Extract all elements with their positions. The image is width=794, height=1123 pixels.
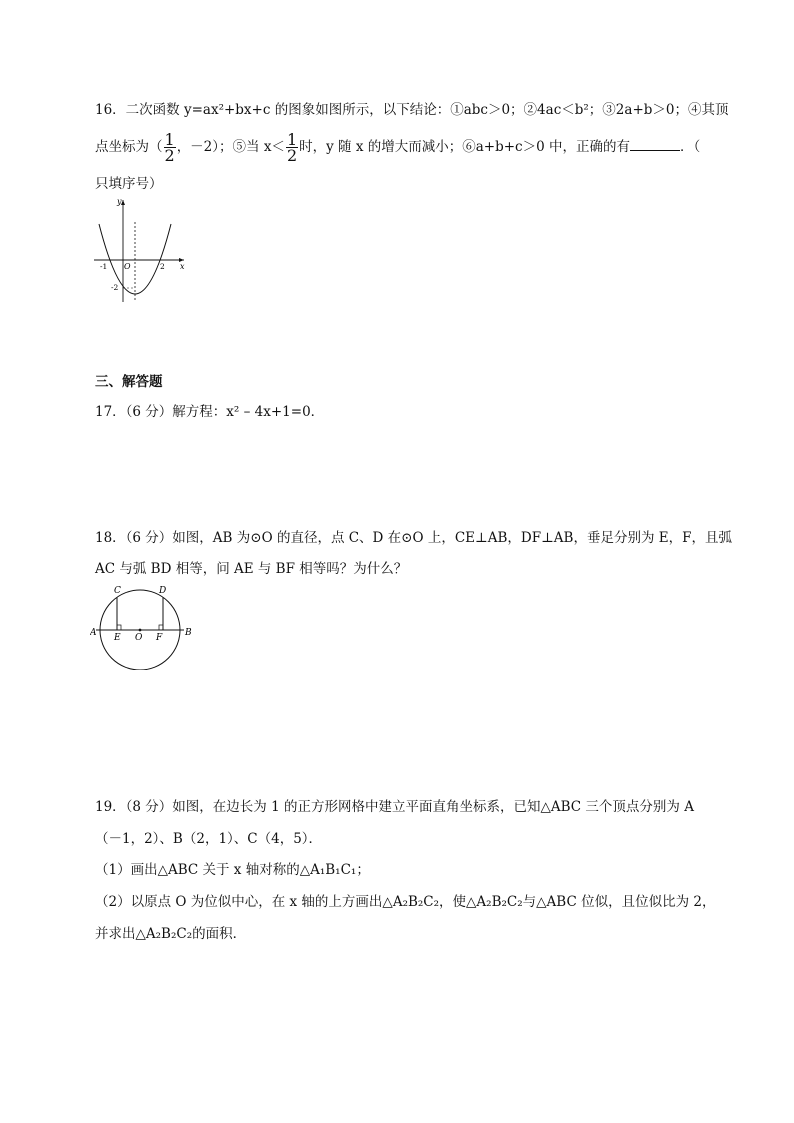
x-axis-label: x — [180, 262, 185, 271]
y-axis-arrow — [121, 200, 125, 205]
label-c: C — [114, 586, 121, 596]
right-angle-f — [159, 625, 163, 630]
origin-label: O — [124, 262, 131, 271]
label-neg1: -1 — [100, 262, 108, 271]
q16-line-3: 只填序号） — [95, 176, 163, 192]
fraction-denominator: 2 — [286, 146, 298, 165]
q16-line-2-c: 时，y 随 x 的增大而减小；⑥a+b+c＞0 中，正确的有 — [299, 139, 630, 155]
circle-figure — [90, 580, 192, 670]
label-d: D — [159, 586, 167, 596]
y-axis-label: y — [117, 197, 122, 206]
label-2: 2 — [160, 262, 165, 271]
fraction-denominator: 2 — [164, 146, 175, 165]
label-e: E — [114, 633, 121, 643]
label-f: F — [156, 633, 163, 643]
q19-line-2: （－1，2）、B（2，1）、C（4，5）． — [95, 831, 323, 847]
q19-line-3: （1）画出△ABC 关于 x 轴对称的△A₁B₁C₁； — [95, 862, 370, 878]
q19-line-5: 并求出△A₂B₂C₂的面积． — [95, 926, 247, 942]
label-a: A — [90, 628, 97, 638]
section-title: 三、解答题 — [95, 374, 163, 390]
q19-line-1: 19．（8 分）如图，在边长为 1 的正方形网格中建立平面直角坐标系，已知△ABC 三个顶点分别为 A — [95, 799, 694, 815]
right-angle-e — [117, 625, 121, 630]
fraction-numerator: 1 — [286, 130, 298, 149]
q16-condition-fraction — [286, 132, 298, 163]
q16-line-1: 16．二次函数 y=ax²+bx+c 的图象如图所示，以下结论：①abc＞0；②4ac＜b²；③2a+b＞0；④其顶 — [95, 102, 729, 118]
q18-line-1: 18．（6 分）如图，AB 为⊙O 的直径，点 C、D 在⊙O 上，CE⊥AB，DF⊥AB，垂足分别为 E，F，且弧 — [95, 530, 732, 546]
label-neg2: -2 — [111, 283, 119, 292]
q16-vertex-fraction — [164, 132, 176, 163]
parabola-graph — [88, 192, 198, 304]
q19-line-4: （2）以原点 O 为位似中心，在 x 轴的上方画出△A₂B₂C₂，使△A₂B₂C₂与△ABC 位似，且位似比为 2， — [95, 894, 716, 910]
label-b: B — [185, 628, 192, 638]
center-dot — [139, 629, 142, 632]
q16-line-2-b: ，－2）；⑤当 x＜ — [176, 139, 285, 155]
answer-blank[interactable] — [630, 136, 680, 151]
fraction-numerator: 1 — [164, 130, 175, 149]
q16-line-2-a: 点坐标为（ — [95, 139, 163, 155]
q16-line-2-d: ．（ — [680, 139, 701, 155]
q16-line-2 — [95, 132, 700, 163]
q17-text: 17．（6 分）解方程：x² – 4x+1=0． — [95, 404, 325, 420]
q18-line-2: AC 与弧 BD 相等，问 AE 与 BF 相等吗？为什么？ — [95, 561, 408, 577]
label-o: O — [135, 633, 143, 643]
